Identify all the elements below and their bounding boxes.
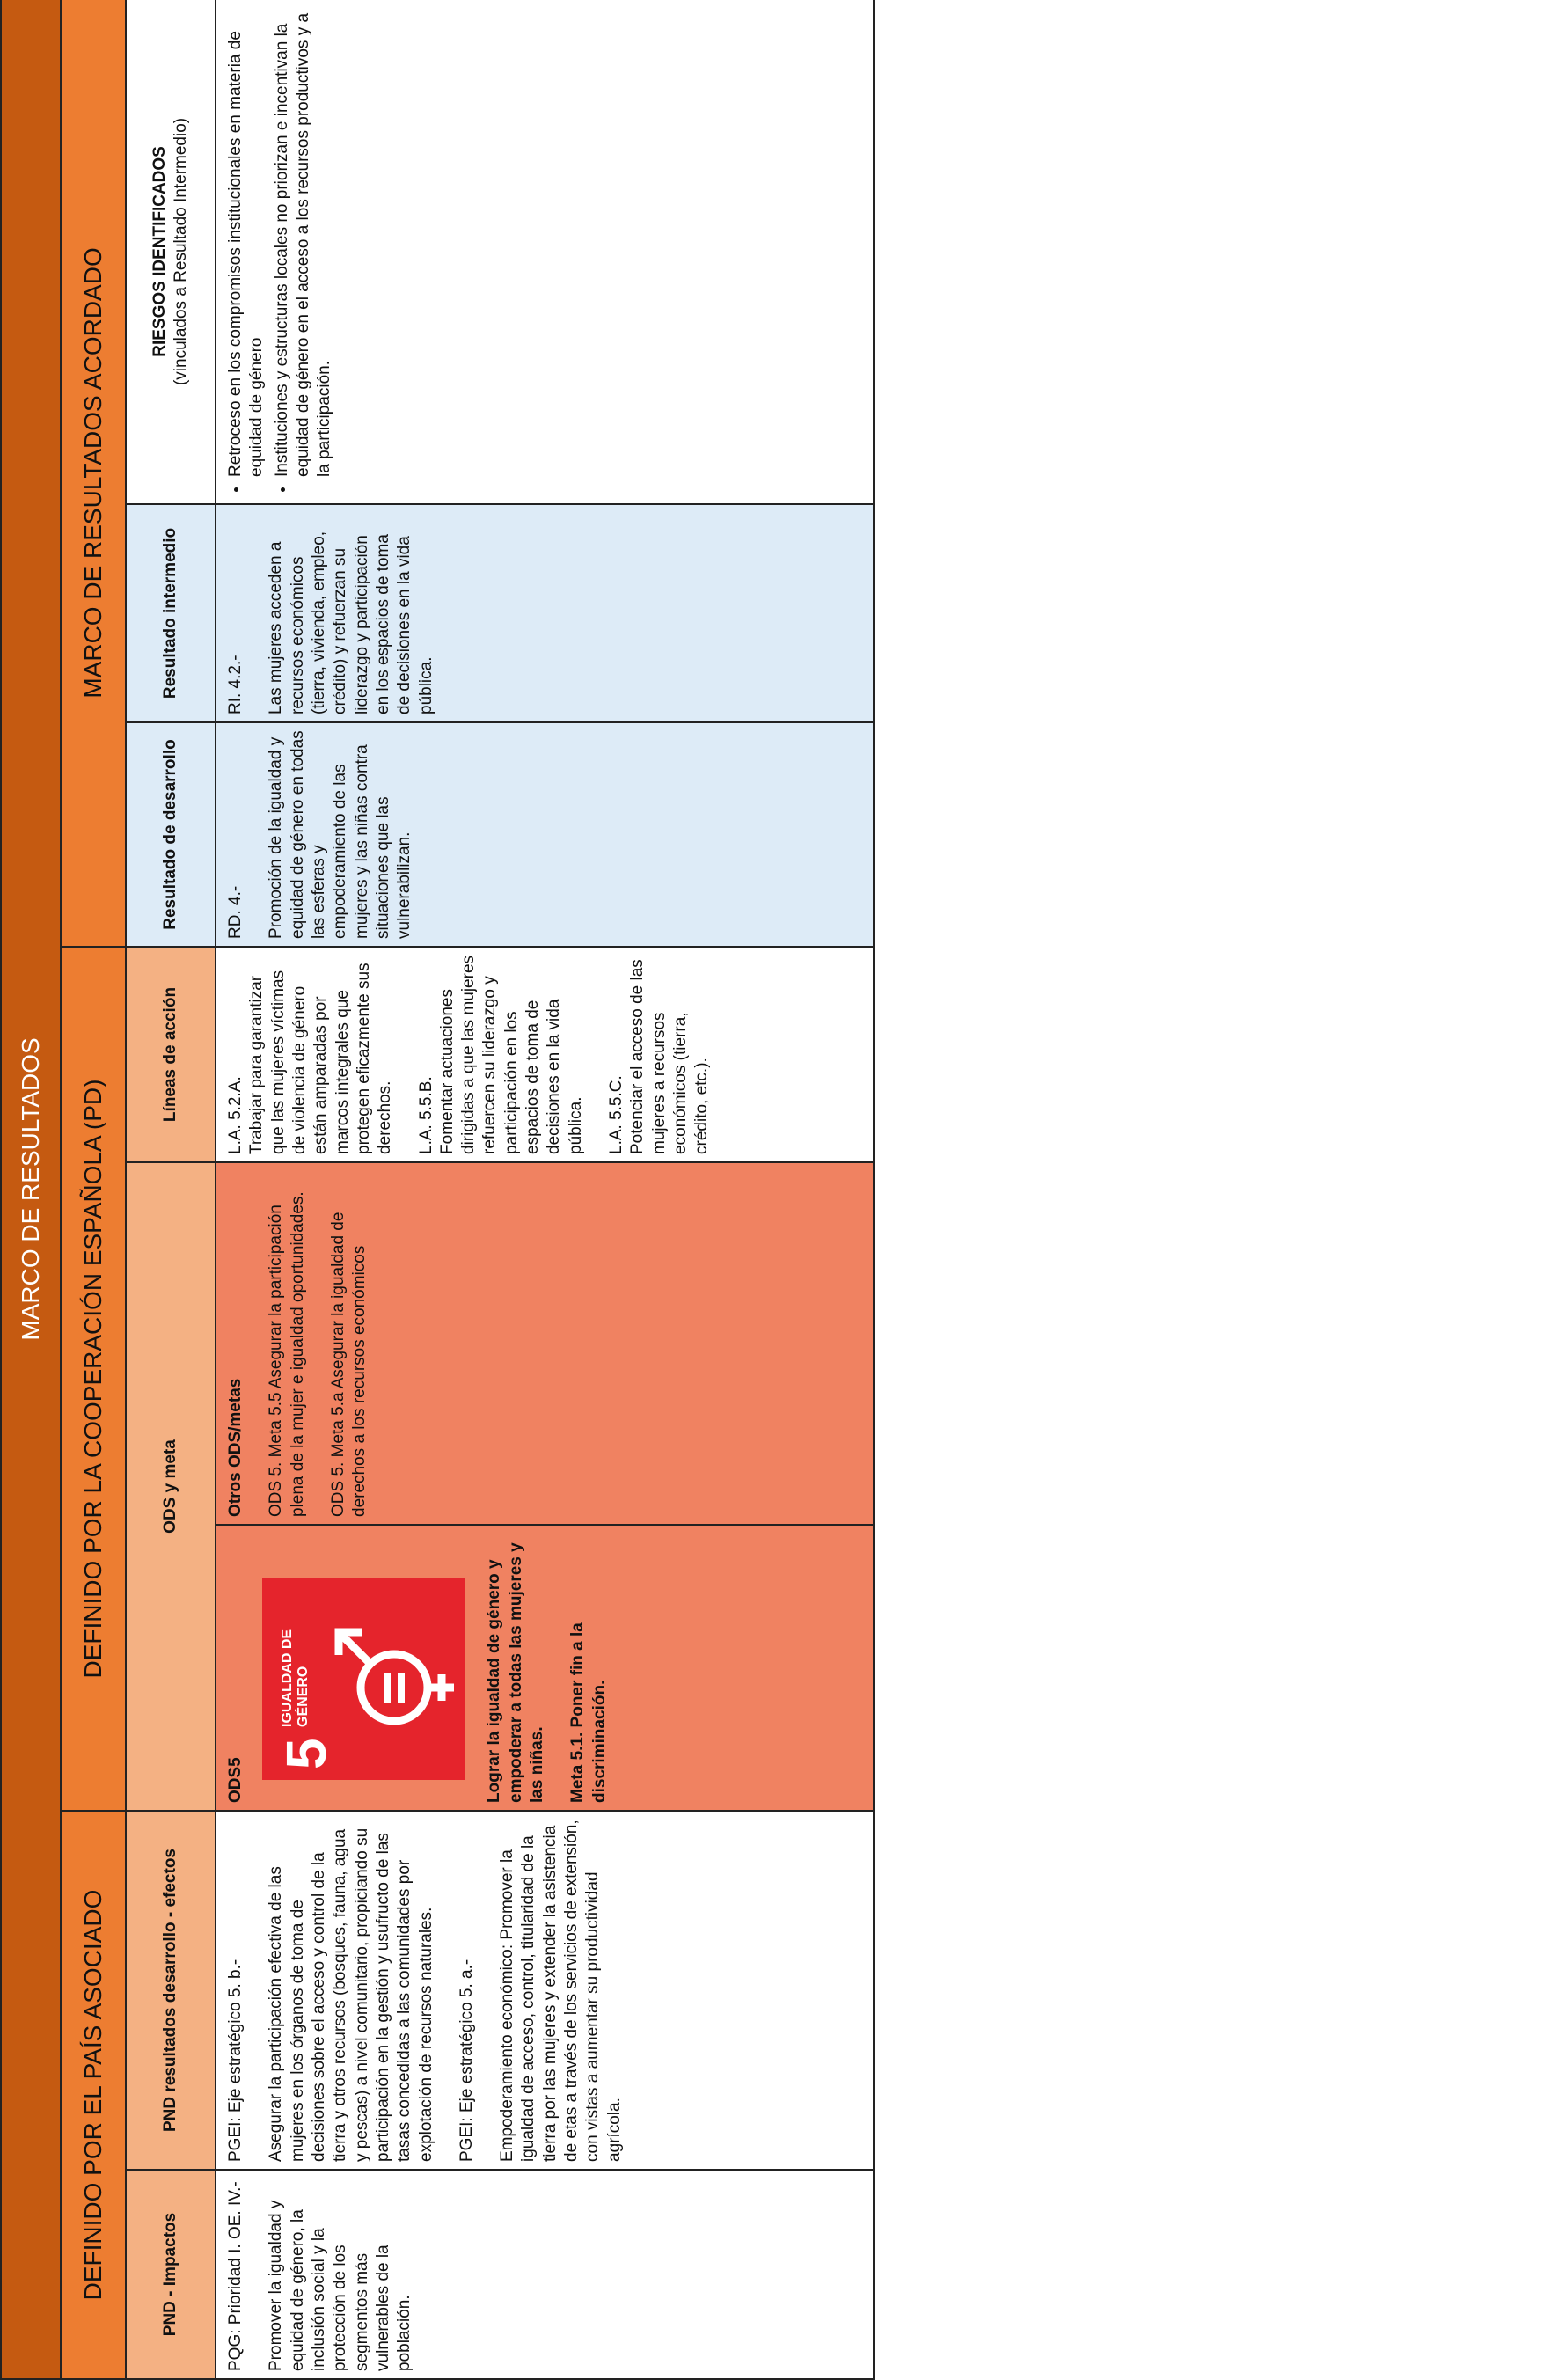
otros-ods-item-1: ODS 5. Meta 5.5 Asegurar la participación plena de la mujer e igualdad oportunidades. — [267, 1191, 307, 1517]
ods5-badge-num: 5 — [274, 1738, 339, 1769]
section-pais: DEFINIDO POR EL PAÍS ASOCIADO — [61, 1811, 126, 2379]
header-ods-meta: ODS y meta — [126, 1162, 216, 1811]
otros-ods-item-2: ODS 5. Meta 5.a Asegurar la igualdad de derechos a los recursos económicos — [328, 1212, 370, 1517]
linea-accion-3: L.A. 5.5.C. Potenciar el acceso de las mujeres a recursos económicos (tierra, crédito, etc.). — [607, 959, 712, 1154]
linea-accion-1: L.A. 5.2.A. Trabajar para garantizar que las mujeres víctimas de violencia de género están amparadas por marcos integrales que protegen eficazmente sus derechos. — [226, 963, 395, 1154]
linea-accion-2: L.A. 5.5.B. Fomentar actuaciones dirigidas a que las mujeres refuercen su liderazgo y participación en los espacios de toma de decisiones en la vida pública. — [416, 955, 585, 1154]
ods5-badge-text: IGUALDAD DE GÉNERO — [280, 1629, 311, 1727]
ods5-badge-icon — [262, 1578, 465, 1780]
header-riesgos — [126, 0, 216, 504]
header-rd: Resultado de desarrollo — [126, 722, 216, 947]
header-riesgos-sub: (vinculados a Resultado Intermedio) — [172, 117, 190, 386]
pnd-res-ref-2: PGEI: Eje estratégico 5. a.- — [457, 1959, 476, 2162]
cell-otros-ods — [216, 1162, 874, 1525]
ri-text: Las mujeres acceden a recursos económicos (tierra, vivienda, empleo, crédito) y refuerzan su liderazgo y participación en los espacios de toma de decisiones en la vida pública. — [267, 531, 435, 714]
cell-rd — [216, 722, 874, 947]
ods5-label: ODS5 — [226, 1757, 245, 1803]
pnd-res-text-1: Asegurar la participación efectiva de las mujeres en los órganos de toma de decisiones sobre el acceso y control de la tierra y otros recursos (bosques, fauna, agua y pescas) a nivel comunitario, propiciando su participación en la gestión y usufructo de las tasas concedidas a las comunidades por explotación de recursos naturales. — [267, 1827, 435, 2162]
rd-ref: RD. 4.- — [226, 885, 245, 939]
header-pnd-impactos: PND - Impactos — [126, 2170, 216, 2379]
ods5-goal: Lograr la igualdad de género y empoderar a todas las mujeres y las niñas. — [485, 1542, 546, 1803]
section-acordado: MARCO DE RESULTADOS ACORDADO — [61, 0, 126, 947]
header-riesgos-title: RIESGOS IDENTIFICADOS — [150, 146, 169, 357]
header-pnd-resultados: PND resultados desarrollo - efectos — [126, 1811, 216, 2170]
pnd-res-text-2: Empoderamiento económico: Promover la igualdad de acceso, control, titularidad de la tierra por las mujeres y extender la asistencia de etas a través de los servicios de extensión, con vistas a aumentar su productividad agrícola. — [498, 1820, 624, 2162]
pnd-impactos-text: Promover la igualdad y equidad de género, la inclusión social y la protección de los segmentos más vulnerables de la población. — [267, 2200, 414, 2371]
cell-lineas — [216, 947, 874, 1162]
otros-ods-title: Otros ODS/metas — [226, 1378, 245, 1517]
ri-ref: RI. 4.2.- — [226, 655, 245, 714]
table-title: MARCO DE RESULTADOS — [1, 0, 61, 2379]
riesgo-item-1: • Retroceso en los compromisos institucionales en materia de equidad de género — [225, 7, 268, 477]
riesgo-item-2: • Instituciones y estructuras locales no priorizan e incentivan la equidad de género en el acceso a los recursos productivos y a la participación. — [272, 7, 336, 477]
cell-riesgos — [216, 0, 874, 504]
cell-ods5 — [216, 1525, 874, 1811]
header-lineas: Líneas de acción — [126, 947, 216, 1162]
pnd-impactos-ref: PQG: Prioridad I. OE. IV.- — [226, 2181, 245, 2371]
cell-ri — [216, 504, 874, 722]
pnd-res-ref-1: PGEI: Eje estratégico 5. b.- — [226, 1959, 245, 2162]
section-coop: DEFINIDO POR LA COOPERACIÓN ESPAÑOLA (PD) — [61, 947, 126, 1811]
header-ri: Resultado intermedio — [126, 504, 216, 722]
cell-pnd-resultados — [216, 1811, 874, 2170]
gender-equality-icon — [324, 1613, 456, 1745]
rd-text: Promoción de la igualdad y equidad de género en todas las esferas y empoderamiento de las mujeres y las niñas contra situaciones que las vulnerabilizan. — [267, 730, 414, 939]
ods5-meta: Meta 5.1. Poner fin a la discriminación. — [568, 1622, 609, 1803]
riesgos-list — [225, 7, 336, 496]
cell-pnd-impactos — [216, 2170, 874, 2379]
